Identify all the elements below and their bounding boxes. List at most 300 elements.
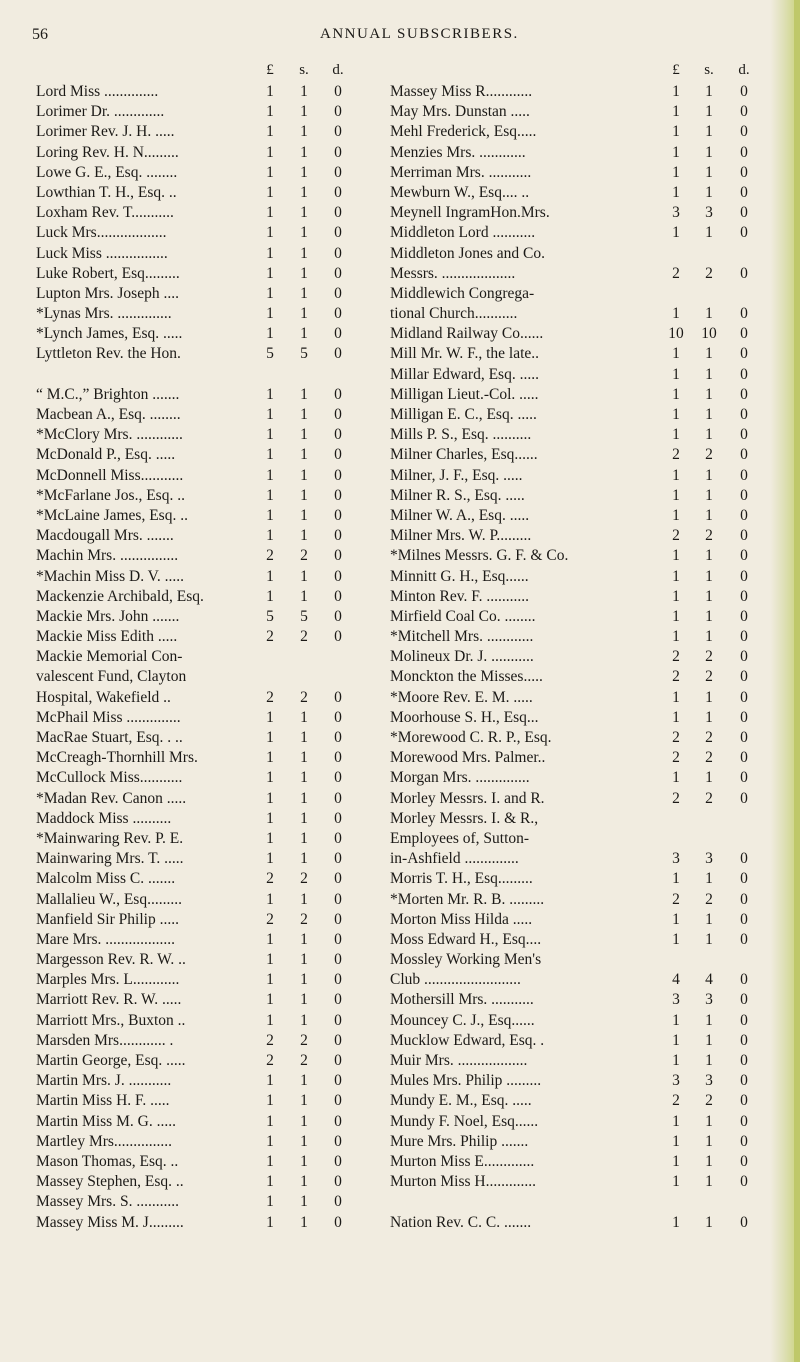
amount-pounds: 1 (266, 809, 274, 827)
amount-pence: 0 (740, 890, 748, 908)
amount-shillings: 1 (300, 789, 308, 807)
subscriber-row (390, 466, 762, 486)
subscriber-row (390, 910, 762, 930)
subscriber-name: Minnitt G. H., Esq...... (390, 567, 529, 585)
subscriber-name: Milner W. A., Esq. ..... (390, 506, 530, 524)
amount-shillings: 1 (300, 103, 308, 121)
subscriber-name: Mackie Memorial Con- (36, 648, 183, 666)
amount-shillings: 1 (300, 749, 308, 767)
subscriber-name: Marples Mrs. L............ (36, 971, 180, 989)
left-column (36, 62, 376, 1233)
amount-pence: 0 (334, 1112, 342, 1130)
amount-pounds: 1 (266, 264, 274, 282)
amount-pounds: 1 (266, 204, 274, 222)
amount-pence: 0 (334, 143, 342, 161)
subscriber-row (390, 244, 762, 264)
subscriber-name: Martin Miss M. G. ..... (36, 1112, 176, 1130)
amount-shillings: 1 (300, 729, 308, 746)
amount-pounds: 1 (672, 1152, 680, 1170)
amount-pounds: 1 (266, 163, 274, 181)
amount-shillings: 2 (705, 890, 713, 908)
amount-pence: 0 (334, 163, 342, 181)
right-column (390, 62, 762, 1233)
amount-pounds: 1 (672, 1112, 680, 1130)
amount-pence: 0 (740, 547, 748, 565)
amount-pounds: 1 (266, 103, 274, 121)
subscriber-name: Martley Mrs............... (36, 1132, 173, 1150)
amount-shillings: 1 (300, 123, 308, 141)
amount-pence: 0 (740, 749, 748, 767)
subscriber-name: Mills P. S., Esq. .......... (390, 426, 532, 444)
amount-pounds: 1 (672, 183, 680, 201)
subscriber-name: May Mrs. Dunstan ..... (390, 103, 530, 121)
amount-pounds: 1 (266, 829, 274, 847)
subscriber-row (36, 163, 376, 183)
amount-pence: 0 (740, 325, 748, 343)
amount-pounds: 1 (266, 123, 274, 141)
subscriber-row (36, 567, 376, 587)
amount-shillings: 1 (300, 809, 308, 827)
amount-pounds: 1 (266, 1092, 274, 1110)
subscriber-name: Marriott Mrs., Buxton .. (36, 1011, 186, 1029)
amount-shillings: 1 (300, 506, 308, 524)
amount-shillings: 1 (705, 567, 713, 585)
subscriber-row (390, 324, 762, 344)
subscriber-name: Morley Messrs. I. and R. (390, 789, 545, 807)
subscriber-row (390, 122, 762, 142)
amount-pounds: 1 (266, 567, 274, 585)
amount-pence: 0 (740, 1132, 748, 1150)
amount-shillings: 1 (705, 910, 713, 928)
subscriber-name: Muir Mrs. .................. (390, 1052, 528, 1069)
amount-pounds: 1 (266, 708, 274, 726)
amount-shillings: 1 (300, 1011, 308, 1029)
amount-pence: 0 (740, 506, 748, 524)
subscriber-name: Meynell IngramHon.Mrs. (390, 204, 550, 222)
subscriber-row (390, 486, 762, 506)
subscriber-name: Machin Mrs. ............... (36, 547, 179, 565)
amount-pence: 0 (740, 769, 748, 787)
amount-pence: 0 (334, 385, 342, 403)
amount-shillings: 1 (300, 991, 308, 1009)
amount-pence: 0 (334, 991, 342, 1009)
subscriber-name: Lupton Mrs. Joseph .... (36, 284, 179, 302)
subscriber-row (36, 183, 376, 203)
amount-pence: 0 (740, 163, 748, 181)
page-number: 56 (32, 26, 48, 43)
amount-shillings: 2 (705, 789, 713, 807)
amount-pounds: 1 (672, 628, 680, 646)
amount-shillings: 2 (300, 1052, 308, 1069)
subscriber-row (390, 1091, 762, 1111)
amount-pounds: 1 (266, 1213, 274, 1231)
amount-pence: 0 (740, 103, 748, 121)
amount-pounds: 1 (266, 1011, 274, 1029)
subscriber-name: Margesson Rev. R. W. .. (36, 951, 186, 969)
subscriber-row (390, 445, 762, 465)
amount-pounds: 1 (266, 1132, 274, 1150)
amount-pence: 0 (740, 870, 748, 888)
subscriber-row (36, 445, 376, 465)
amount-shillings: 1 (705, 708, 713, 726)
subscriber-row (390, 203, 762, 223)
subscriber-name: Marriott Rev. R. W. ..... (36, 991, 182, 1009)
running-head: ANNUAL SUBSCRIBERS. (320, 26, 519, 42)
amount-shillings: 1 (705, 305, 713, 323)
subscriber-row (36, 546, 376, 566)
amount-shillings: 1 (300, 829, 308, 847)
amount-pence: 0 (334, 204, 342, 222)
subscriber-row (36, 647, 376, 667)
amount-shillings: 1 (705, 870, 713, 888)
amount-pence: 0 (334, 224, 342, 242)
subscriber-name: Milner Mrs. W. P......... (390, 527, 532, 545)
amount-pence: 0 (334, 789, 342, 807)
amount-pence: 0 (740, 486, 748, 504)
amount-pence: 0 (334, 1173, 342, 1191)
subscriber-row (36, 385, 376, 405)
subscriber-row (36, 809, 376, 829)
amount-pence: 0 (740, 991, 748, 1009)
subscriber-name: Martin Miss H. F. ..... (36, 1092, 170, 1110)
subscriber-name: McCreagh-Thornhill Mrs. (36, 749, 198, 767)
amount-shillings: 1 (705, 406, 713, 423)
amount-pence: 0 (740, 527, 748, 545)
amount-shillings: 1 (300, 1112, 308, 1130)
subscriber-row (36, 102, 376, 122)
subscriber-row (36, 1172, 376, 1192)
subscriber-name: Mossley Working Men's (390, 951, 542, 969)
amount-pence: 0 (334, 809, 342, 827)
amount-pounds: 2 (672, 729, 680, 746)
amount-shillings: 10 (701, 325, 717, 343)
subscriber-row (36, 789, 376, 809)
subscriber-name: Nation Rev. C. C. ....... (390, 1213, 532, 1231)
subscriber-name: Merriman Mrs. ........... (390, 163, 532, 181)
subscriber-name: Lorimer Dr. ............. (36, 103, 165, 121)
pounds-header: £ (672, 62, 680, 78)
subscriber-row (390, 748, 762, 768)
amount-shillings: 1 (300, 527, 308, 545)
subscriber-row (36, 627, 376, 647)
amount-shillings: 1 (705, 466, 713, 484)
amount-shillings: 2 (300, 547, 308, 565)
subscriber-row (36, 667, 376, 687)
amount-shillings: 1 (300, 486, 308, 504)
subscriber-row (390, 1152, 762, 1172)
subscriber-name: Minton Rev. F. ........... (390, 587, 529, 605)
amount-pence: 0 (740, 365, 748, 383)
amount-pounds: 1 (672, 688, 680, 706)
page-header (0, 26, 800, 46)
subscriber-name: *McClory Mrs. ............ (36, 426, 183, 444)
amount-pounds: 1 (672, 567, 680, 585)
amount-pence: 0 (740, 305, 748, 323)
amount-pounds: 1 (266, 789, 274, 807)
subscriber-name: Maddock Miss .......... (36, 809, 172, 827)
amount-pounds: 1 (266, 850, 274, 868)
subscriber-row (36, 304, 376, 324)
subscriber-row (390, 768, 762, 788)
amount-pounds: 2 (672, 1092, 680, 1110)
subscriber-row (36, 910, 376, 930)
subscriber-name: *Machin Miss D. V. ..... (36, 567, 184, 585)
amount-pence: 0 (334, 123, 342, 141)
subscriber-name: Morgan Mrs. .............. (390, 769, 530, 787)
amount-pence: 0 (334, 930, 342, 948)
amount-pence: 0 (334, 264, 342, 282)
amount-shillings: 1 (300, 930, 308, 948)
amount-pounds: 1 (266, 325, 274, 343)
amount-pence: 0 (740, 204, 748, 222)
amount-shillings: 2 (300, 688, 308, 706)
subscriber-row (36, 1091, 376, 1111)
amount-pounds: 1 (266, 385, 274, 403)
amount-pounds: 2 (672, 527, 680, 545)
subscriber-row (36, 869, 376, 889)
amount-shillings: 5 (300, 345, 308, 363)
subscriber-row (390, 1132, 762, 1152)
amount-pounds: 1 (672, 466, 680, 484)
subscriber-row (390, 1071, 762, 1091)
subscriber-name: Murton Miss E............. (390, 1152, 535, 1170)
amount-shillings: 1 (705, 1011, 713, 1029)
amount-pence: 0 (740, 1112, 748, 1130)
amount-pounds: 1 (672, 607, 680, 625)
subscriber-row (390, 1112, 762, 1132)
amount-shillings: 3 (705, 204, 713, 222)
subscriber-row (36, 829, 376, 849)
subscriber-row (36, 223, 376, 243)
amount-pence: 0 (740, 123, 748, 141)
subscriber-row (390, 163, 762, 183)
amount-pounds: 1 (266, 284, 274, 302)
subscriber-row (390, 284, 762, 304)
amount-pence: 0 (334, 345, 342, 363)
subscriber-row (36, 950, 376, 970)
amount-pounds: 1 (266, 244, 274, 262)
amount-pounds: 3 (672, 1072, 680, 1090)
amount-pounds: 1 (672, 1213, 680, 1231)
subscriber-name: McCullock Miss........... (36, 769, 183, 787)
subscriber-row (390, 970, 762, 990)
amount-pence: 0 (740, 183, 748, 201)
amount-pounds: 1 (266, 587, 274, 605)
amount-pence: 0 (740, 668, 748, 686)
amount-pence: 0 (740, 628, 748, 646)
subscriber-row (36, 1213, 376, 1233)
amount-pounds: 1 (672, 486, 680, 504)
subscriber-name: Milner, J. F., Esq. ..... (390, 466, 523, 484)
amount-pounds: 1 (672, 365, 680, 383)
amount-pounds: 1 (672, 506, 680, 524)
amount-shillings: 1 (705, 1152, 713, 1170)
amount-shillings: 1 (705, 143, 713, 161)
amount-pounds: 2 (672, 264, 680, 282)
subscriber-name: Massey Miss M. J......... (36, 1213, 184, 1231)
amount-pounds: 1 (672, 345, 680, 363)
amount-pounds: 1 (672, 708, 680, 726)
amount-pounds: 2 (672, 648, 680, 666)
amount-pence: 0 (740, 648, 748, 666)
amount-pounds: 1 (266, 890, 274, 908)
amount-pence: 0 (740, 1213, 748, 1231)
subscriber-row (36, 506, 376, 526)
amount-shillings: 2 (705, 1092, 713, 1110)
subscriber-name: in-Ashfield .............. (390, 850, 519, 868)
amount-shillings: 1 (300, 264, 308, 282)
amount-pence: 0 (740, 1072, 748, 1090)
subscriber-row (390, 708, 762, 728)
subscriber-name: Mehl Frederick, Esq..... (390, 123, 537, 141)
amount-shillings: 1 (300, 951, 308, 969)
subscriber-row (36, 708, 376, 728)
subscriber-row (390, 1213, 762, 1233)
amount-pounds: 1 (266, 224, 274, 242)
subscriber-row (36, 405, 376, 425)
subscriber-name: Mure Mrs. Philip ....... (390, 1132, 529, 1150)
right-currency-header (390, 62, 762, 82)
subscriber-row (390, 143, 762, 163)
subscriber-row (390, 607, 762, 627)
amount-pence: 0 (740, 587, 748, 605)
amount-pounds: 4 (672, 971, 680, 989)
subscriber-name: Hospital, Wakefield .. (36, 688, 171, 706)
amount-shillings: 1 (705, 1213, 713, 1231)
left-subscriber-list (36, 82, 376, 1233)
amount-shillings: 2 (705, 648, 713, 666)
amount-pounds: 1 (266, 1072, 274, 1090)
amount-shillings: 1 (705, 365, 713, 383)
subscriber-row (36, 849, 376, 869)
amount-pounds: 1 (672, 426, 680, 444)
amount-pounds: 1 (672, 224, 680, 242)
subscriber-row (36, 365, 376, 385)
subscriber-name: *Moore Rev. E. M. ..... (390, 688, 533, 706)
amount-pence: 0 (334, 607, 342, 625)
subscriber-row (36, 244, 376, 264)
amount-pence: 0 (740, 930, 748, 948)
subscriber-name: Loxham Rev. T........... (36, 204, 174, 222)
amount-pence: 0 (334, 547, 342, 565)
amount-pence: 0 (334, 446, 342, 464)
amount-pounds: 1 (266, 506, 274, 524)
amount-pence: 0 (740, 688, 748, 706)
amount-pence: 0 (740, 1011, 748, 1029)
subscriber-name: Lowe G. E., Esq. ........ (36, 163, 178, 181)
amount-pence: 0 (334, 1092, 342, 1110)
amount-pounds: 1 (266, 991, 274, 1009)
subscriber-name: Mothersill Mrs. ........... (390, 991, 534, 1009)
amount-pounds: 1 (672, 1011, 680, 1029)
amount-pounds: 3 (672, 204, 680, 222)
pence-header: d. (738, 62, 750, 78)
amount-pounds: 1 (266, 930, 274, 948)
amount-pounds: 1 (672, 930, 680, 948)
amount-pounds: 5 (266, 345, 274, 363)
subscriber-name: Mackie Miss Edith ..... (36, 628, 178, 646)
amount-pounds: 1 (266, 1193, 274, 1211)
subscriber-name: Moorhouse S. H., Esq... (390, 708, 539, 726)
amount-pence: 0 (740, 1052, 748, 1069)
subscriber-name: McDonald P., Esq. ..... (36, 446, 176, 464)
subscriber-row (390, 647, 762, 667)
amount-shillings: 1 (300, 385, 308, 403)
amount-pence: 0 (740, 708, 748, 726)
subscriber-name: Employees of, Sutton- (390, 829, 530, 847)
amount-pence: 0 (740, 385, 748, 403)
amount-shillings: 1 (300, 426, 308, 444)
amount-pounds: 1 (266, 446, 274, 464)
subscriber-row (390, 385, 762, 405)
amount-pence: 0 (740, 971, 748, 989)
subscriber-name: Messrs. ................... (390, 264, 516, 282)
amount-pounds: 1 (266, 749, 274, 767)
amount-pence: 0 (334, 325, 342, 343)
amount-shillings: 1 (300, 769, 308, 787)
subscriber-name: Marsden Mrs............ . (36, 1031, 174, 1049)
amount-pounds: 1 (266, 729, 274, 746)
amount-shillings: 1 (300, 406, 308, 423)
amount-shillings: 1 (705, 547, 713, 565)
amount-shillings: 1 (300, 1193, 308, 1211)
subscriber-row (390, 667, 762, 687)
amount-pence: 0 (334, 506, 342, 524)
pounds-header: £ (266, 62, 274, 78)
subscriber-row (390, 102, 762, 122)
subscriber-name: Mundy F. Noel, Esq...... (390, 1112, 539, 1130)
amount-shillings: 1 (300, 446, 308, 464)
amount-shillings: 1 (705, 163, 713, 181)
amount-pounds: 1 (672, 83, 680, 100)
amount-shillings: 1 (300, 284, 308, 302)
subscriber-row (36, 768, 376, 788)
subscriber-name: *Mitchell Mrs. ............ (390, 628, 534, 646)
amount-pence: 0 (334, 749, 342, 767)
subscriber-name: valescent Fund, Clayton (36, 668, 187, 686)
amount-pounds: 2 (266, 910, 274, 928)
amount-shillings: 4 (705, 971, 713, 989)
subscriber-name: *Madan Rev. Canon ..... (36, 789, 187, 807)
subscriber-name: Milligan Lieut.-Col. ..... (390, 385, 539, 403)
subscriber-name: Luke Robert, Esq......... (36, 264, 180, 282)
subscriber-name: *Morten Mr. R. B. ......... (390, 890, 545, 908)
subscriber-row (390, 1011, 762, 1031)
amount-pence: 0 (334, 486, 342, 504)
amount-shillings: 3 (705, 850, 713, 868)
amount-shillings: 2 (300, 870, 308, 888)
subscriber-row (390, 365, 762, 385)
amount-pounds: 2 (266, 547, 274, 565)
amount-pounds: 2 (266, 1052, 274, 1069)
amount-shillings: 1 (300, 1213, 308, 1231)
subscriber-row (390, 990, 762, 1010)
subscriber-name: Middleton Lord ........... (390, 224, 536, 242)
subscriber-name: Mallalieu W., Esq......... (36, 890, 182, 908)
amount-shillings: 1 (705, 103, 713, 121)
amount-pence: 0 (740, 466, 748, 484)
amount-pence: 0 (740, 1173, 748, 1191)
subscriber-row (390, 950, 762, 970)
subscriber-name: Monckton the Misses..... (390, 668, 543, 686)
amount-pence: 0 (334, 426, 342, 444)
amount-pounds: 1 (672, 910, 680, 928)
amount-shillings: 1 (300, 1092, 308, 1110)
amount-pence: 0 (334, 971, 342, 989)
amount-shillings: 1 (705, 1132, 713, 1150)
amount-pounds: 1 (672, 769, 680, 787)
amount-shillings: 1 (705, 769, 713, 787)
